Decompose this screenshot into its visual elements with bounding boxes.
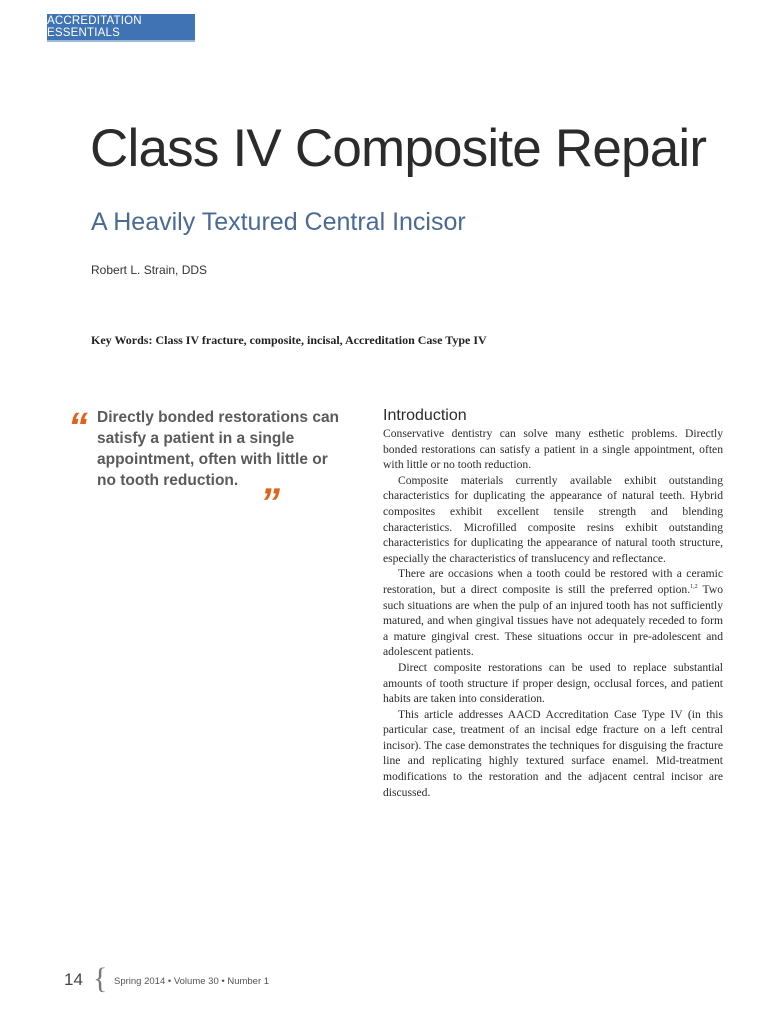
article-title: Class IV Composite Repair xyxy=(90,119,707,178)
author-byline: Robert L. Strain, DDS xyxy=(91,263,208,277)
close-quote-icon: ” xyxy=(260,481,280,525)
paragraph-3-start: There are occasions when a tooth could be restored with a ceramic restoration, but a direct composite is still the preferred option. xyxy=(383,567,723,596)
page-number: 14 xyxy=(64,970,83,989)
section-heading-introduction: Introduction xyxy=(383,407,467,424)
section-tab: ACCREDITATION ESSENTIALS xyxy=(47,14,195,40)
key-words: Key Words: Class IV fracture, composite, incisal, Accreditation Case Type IV xyxy=(91,333,487,347)
section-tab-rule xyxy=(47,40,195,42)
reference-marker: 1,2 xyxy=(690,584,698,591)
paragraph-2: Composite materials currently available exhibit outstanding characteristics for duplicating the appearance of natural teeth. Hybrid composites exhibit excellent tensile strength and blending characteristics. Microfilled composite resins exhibit outstanding characteristics for duplicating the appearance of natural tooth structure, especially the characteristics of translucency and reflectance. xyxy=(383,473,723,565)
paragraph-5: This article addresses AACD Accreditation Case Type IV (in this particular case, treatment of an incisal edge fracture on a left central incisor). The case demonstrates the techniques for disguising the fracture line and replicating highly textured surface enamel. Mid-treatment modifications to the restoration and the adjacent central incisor are discussed. xyxy=(383,707,723,799)
paragraph-4: Direct composite restorations can be used to replace substantial amounts of tooth structure if proper design, occlusal forces, and patient habits are taken into consideration. xyxy=(383,660,723,706)
paragraph-1: Conservative dentistry can solve many esthetic problems. Directly bonded restorations can satisfy a patient in a single appointment, often with little or no tooth reduction. xyxy=(383,427,723,472)
paragraph-3 xyxy=(383,566,723,660)
footer-brace: { xyxy=(93,962,108,995)
article-body xyxy=(383,407,723,800)
open-quote-icon: “ xyxy=(68,405,88,449)
pull-quote-text: Directly bonded restorations can satisfy a patient in a single appointment, often with little or no tooth reduction. xyxy=(97,409,340,489)
paragraph-3-end: Two such situations are when the pulp of an injured tooth has not sufficiently matured, and when gingival tissues have not adequately receded to form a mature gingival crest. These situations occur in pre-adolescent and adolescent patients. xyxy=(383,582,723,659)
issue-info: Spring 2014 • Volume 30 • Number 1 xyxy=(114,976,270,987)
article-subtitle: A Heavily Textured Central Incisor xyxy=(91,208,466,236)
pull-quote xyxy=(60,405,350,525)
